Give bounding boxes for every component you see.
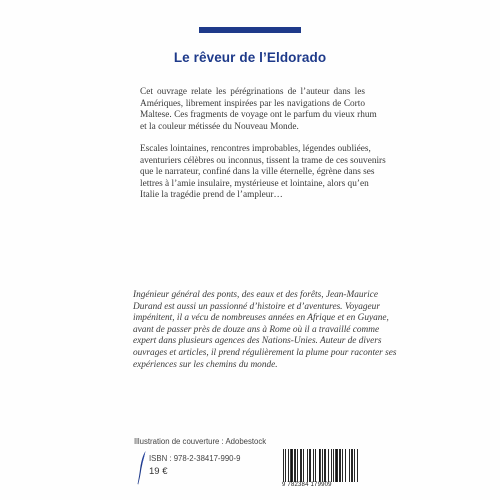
barcode-bar <box>349 449 350 483</box>
barcode-bar <box>324 449 326 483</box>
barcode-bar <box>288 449 289 483</box>
summary-paragraph-1 <box>140 87 377 133</box>
isbn: ISBN : 978-2-38417-990-9 <box>149 454 241 463</box>
barcode-bar <box>285 449 286 483</box>
summary-line: Cet ouvrage relate les pérégrinations de l’auteur dans les <box>140 87 365 97</box>
barcode-bar <box>342 449 343 483</box>
summary-line: que le narrateur, confiné dans la ville éternelle, égrène dans ses <box>140 167 375 177</box>
bio-line: expériences sur les chemins du monde. <box>133 359 278 370</box>
bio-line: avant de passer près de douze ans à Rome où il a travaillé comme <box>133 324 380 335</box>
barcode-bar <box>333 449 334 483</box>
barcode-bar <box>297 449 298 483</box>
barcode-bar <box>345 449 346 483</box>
barcode-bar <box>307 449 308 483</box>
bio-line: impénitent, il a vécu de nombreuses années en Afrique et en Guyane, <box>133 313 389 324</box>
summary-line: aventuriers célèbres ou inconnus, tissent la trame de ces souvenirs <box>140 155 386 166</box>
author-bio <box>133 290 397 371</box>
barcode-bar <box>339 449 341 483</box>
barcode-bar <box>290 449 293 483</box>
bio-line: Ingénieur général des ponts, des eaux et des forêts, Jean-Maurice <box>133 290 379 300</box>
barcode-bar <box>294 449 296 483</box>
quill-logo-icon <box>137 451 147 485</box>
barcode-bar <box>283 449 284 483</box>
summary-line: Italie la tragédie prend de l’ampleur… <box>140 190 283 200</box>
book-title: Le rêveur de l’Eldorado <box>173 50 327 65</box>
barcode-bar <box>335 449 338 483</box>
barcode-bar <box>354 449 355 483</box>
bio-line: expert dans plusieurs agences des Nations-Unies. Auteur de divers <box>133 336 382 347</box>
barcode-bar <box>300 449 302 483</box>
barcode-bar <box>331 449 332 483</box>
barcode-bar <box>328 449 329 483</box>
bio-line: Durand est aussi un passionné d’histoire et d’aventures. Voyageur <box>133 301 380 312</box>
barcode-bar <box>309 449 311 483</box>
price: 19 € <box>149 466 168 477</box>
summary-line: lettres à l’amie insulaire, mystérieuse et lointaine, alors qu’en <box>140 178 369 189</box>
summary-line: et la couleur métissée du Nouveau Monde. <box>140 121 299 132</box>
cover-credit: Illustration de couverture : Adobestock <box>134 437 267 446</box>
barcode-bar <box>315 449 316 483</box>
barcode-bar <box>313 449 314 483</box>
barcode-bar <box>319 449 321 483</box>
summary-line: Maltese. Ces fragments de voyage ont le parfum du vieux rhum <box>140 110 377 120</box>
summary-line: Amériques, librement inspirées par les navigations de Corto <box>140 98 365 109</box>
summary-paragraph-2 <box>140 144 386 202</box>
bio-line: ouvrages et articles, il prend régulièrement la plume pour raconter ses <box>133 347 397 358</box>
barcode-bar <box>351 449 353 483</box>
top-accent-bar <box>199 27 301 33</box>
summary-line: Escales lointaines, rencontres improbables, légendes oubliées, <box>140 144 371 154</box>
barcode-bar <box>303 449 304 483</box>
barcode-digits: 9 782384 179909 <box>282 482 372 488</box>
barcode-bar <box>322 449 323 483</box>
barcode-bar <box>357 449 358 483</box>
